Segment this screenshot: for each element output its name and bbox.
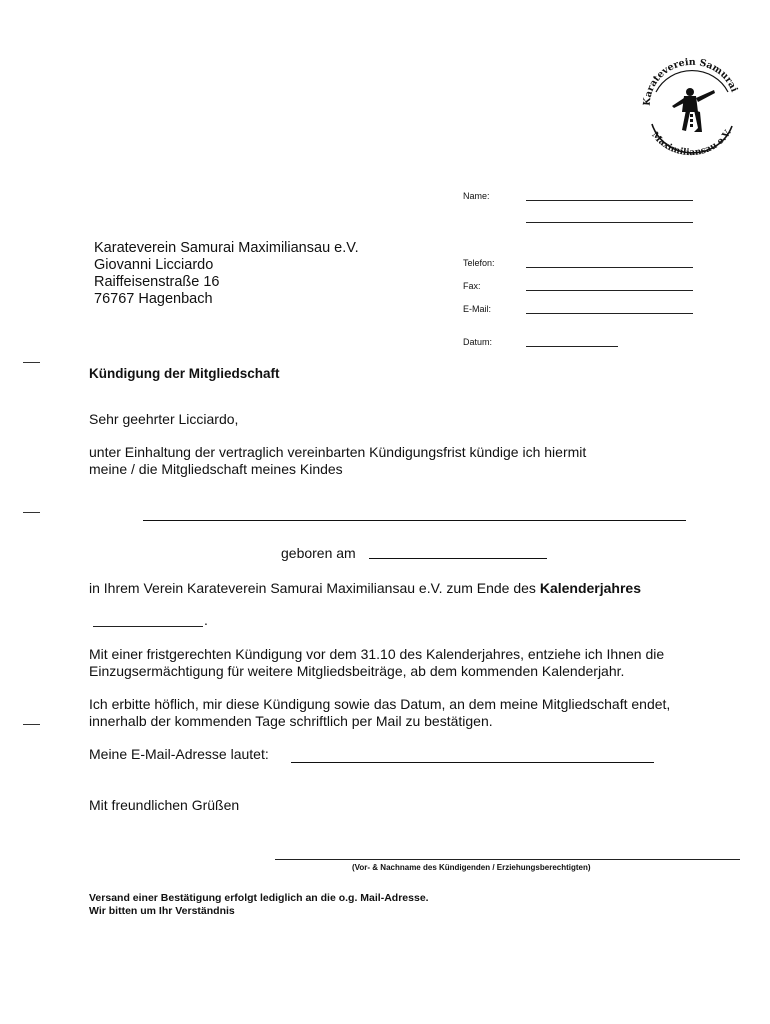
paragraph-4 [89, 696, 670, 730]
name-label: Name: [463, 191, 490, 201]
born-label: geboren am [281, 545, 356, 561]
address-line-3: Raiffeisenstraße 16 [94, 274, 220, 290]
logo-top-text: Karateverein Samurai [641, 56, 740, 107]
salutation: Sehr geehrter Licciardo, [89, 411, 239, 427]
birthdate-line [369, 558, 547, 559]
signature-caption: (Vor- & Nachname des Kündigenden / Erziehungsberechtigten) [352, 863, 591, 872]
paragraph-4-line-1: Ich erbitte höflich, mir diese Kündigung sowie das Datum, an dem meine Mitgliedschaft endet, [89, 696, 671, 712]
email-address-label: Meine E-Mail-Adresse lautet: [89, 746, 269, 762]
paragraph-2-bold: Kalenderjahres [539, 580, 641, 596]
footer-note-line-1: Versand einer Bestätigung erfolgt lediglich an die o.g. Mail-Adresse. [89, 892, 429, 904]
email-line [526, 313, 693, 314]
address-line-4: 76767 Hagenbach [94, 291, 213, 307]
fold-mark-2 [23, 512, 40, 513]
phone-line [526, 267, 693, 268]
letter-subject: Kündigung der Mitgliedschaft [89, 366, 280, 381]
paragraph-4-line-2: innerhalb der kommenden Tage schriftlich per Mail zu bestätigen. [89, 713, 493, 729]
fax-label: Fax: [463, 281, 481, 291]
paragraph-2 [89, 580, 641, 597]
fax-line [526, 290, 693, 291]
paragraph-1-line-1: unter Einhaltung der vertraglich vereinbarten Kündigungsfrist kündige ich hiermit [89, 444, 587, 460]
fold-mark-3 [23, 724, 40, 725]
svg-text:Maximiliansau e.V. [649, 128, 734, 158]
name-line-1 [526, 200, 693, 201]
footer-note-line-2: Wir bitten um Ihr Verständnis [89, 905, 235, 917]
year-line [93, 626, 203, 627]
paragraph-3 [89, 646, 664, 680]
footer-note [89, 892, 429, 918]
karate-fighter-icon [672, 88, 715, 132]
date-label: Datum: [463, 337, 493, 347]
phone-label: Telefon: [463, 258, 495, 268]
signature-line [275, 859, 740, 860]
fold-mark-1 [23, 362, 40, 363]
paragraph-1 [89, 444, 586, 478]
club-logo [632, 52, 748, 160]
date-line [526, 346, 618, 347]
year-line-dot: . [204, 612, 208, 628]
paragraph-1-line-2: meine / die Mitgliedschaft meines Kindes [89, 461, 343, 477]
closing: Mit freundlichen Grüßen [89, 797, 240, 813]
email-label: E-Mail: [463, 304, 492, 314]
logo-bottom-text: Maximiliansau e.V. [649, 128, 734, 159]
paragraph-2-text: in Ihrem Verein Karateverein Samurai Maximiliansau e.V. zum Ende des [89, 580, 540, 596]
paragraph-3-line-2: Einzugsermächtigung für weitere Mitgliedsbeiträge, ab dem kommenden Kalenderjahr. [89, 663, 625, 679]
member-name-line [143, 520, 686, 521]
paragraph-3-line-1: Mit einer fristgerechten Kündigung vor dem 31.10 des Kalenderjahres, entziehe ich Ihnen die [89, 646, 665, 662]
email-address-line [291, 762, 654, 763]
name-line-2 [526, 222, 693, 223]
address-line-2: Giovanni Licciardo [94, 257, 214, 273]
address-line-1: Karateverein Samurai Maximiliansau e.V. [94, 240, 359, 256]
recipient-address [94, 240, 359, 308]
